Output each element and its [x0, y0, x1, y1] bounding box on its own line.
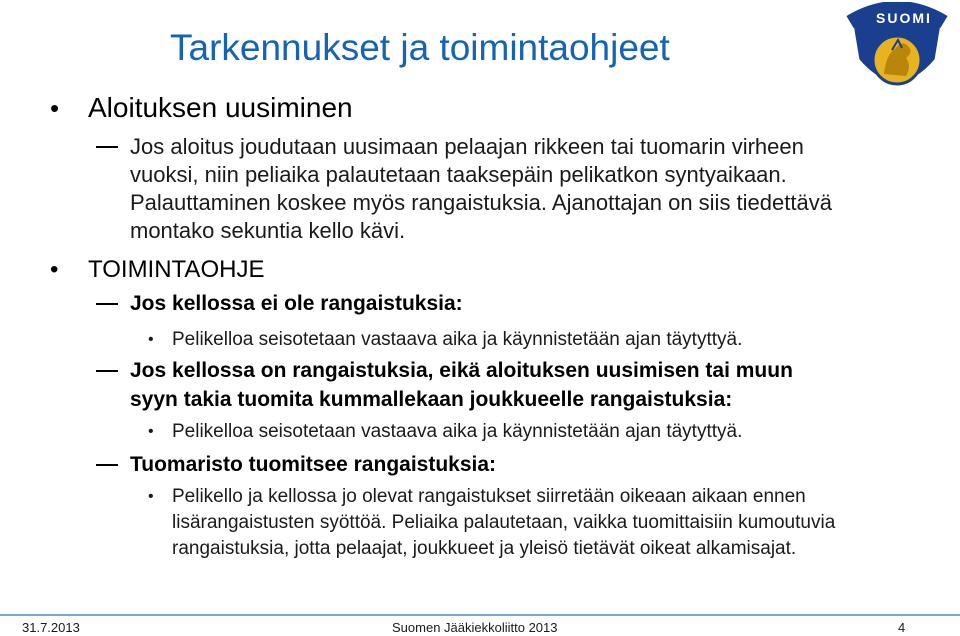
- section-aloituksen-uusiminen: [50, 88, 353, 128]
- logo-text: SUOMI: [876, 10, 932, 26]
- section-heading: TOIMINTAOHJE: [88, 256, 265, 283]
- paragraph-line: vuoksi, niin peliaika palautetaan taaksepäin pelikatkon syntyaikaan.: [130, 162, 787, 187]
- footer-page-number: 4: [898, 620, 906, 635]
- dash-icon: [96, 146, 118, 148]
- dash-icon: [96, 464, 118, 466]
- bullet-icon: •: [148, 331, 154, 348]
- footer-date: 31.7.2013: [22, 620, 80, 635]
- section-toimintaohje: [50, 254, 265, 286]
- dash-icon: [96, 303, 118, 305]
- slide-title: Tarkennukset ja toimintaohjeet: [170, 27, 670, 68]
- case-heading: Jos kellossa on rangaistuksia, eikä aloituksen uusimisen tai muun: [130, 357, 793, 384]
- paragraph-line: Jos aloitus joudutaan uusimaan pelaajan rikkeen tai tuomarin virheen: [130, 133, 804, 160]
- suomi-lion-logo: [836, 2, 958, 102]
- case-heading: Jos kellossa ei ole rangaistuksia:: [130, 290, 463, 317]
- paragraph-line: Palauttaminen koskee myös rangaistuksia. Ajanottajan on siis tiedettävä: [130, 190, 832, 215]
- bullet-icon: •: [50, 93, 60, 123]
- case-instruction: • Pelikelloa seisotetaan vastaava aika ja käynnistetään ajan täytyttyä.: [172, 418, 742, 445]
- footer-rule: [0, 614, 960, 616]
- case-heading: Tuomaristo tuomitsee rangaistuksia:: [130, 451, 496, 478]
- case-instruction-line: lisärangaistusten syöttöä. Peliaika palautetaan, vaikka tuomittaisiin kumoutuvia: [172, 512, 836, 533]
- bullet-icon: •: [50, 256, 59, 283]
- case-instruction: • Pelikello ja kellossa jo olevat rangaistukset siirretään oikeaan aikaan ennen: [172, 483, 806, 510]
- bullet-icon: •: [148, 488, 154, 505]
- footer-organization: Suomen Jääkiekkoliitto 2013: [392, 620, 558, 635]
- paragraph-line: montako sekuntia kello kävi.: [130, 218, 406, 243]
- case-heading-line: syyn takia tuomita kummallekaan joukkueelle rangaistuksia:: [130, 388, 733, 411]
- case-instruction-line: rangaistuksia, jotta pelaajat, joukkueet ja yleisö tietävät oikeat alkamisajat.: [172, 538, 797, 559]
- bullet-icon: •: [148, 423, 154, 440]
- case-instruction: • Pelikelloa seisotetaan vastaava aika ja käynnistetään ajan täytyttyä.: [172, 326, 742, 353]
- section-heading: Aloituksen uusiminen: [88, 92, 353, 123]
- dash-icon: [96, 370, 118, 372]
